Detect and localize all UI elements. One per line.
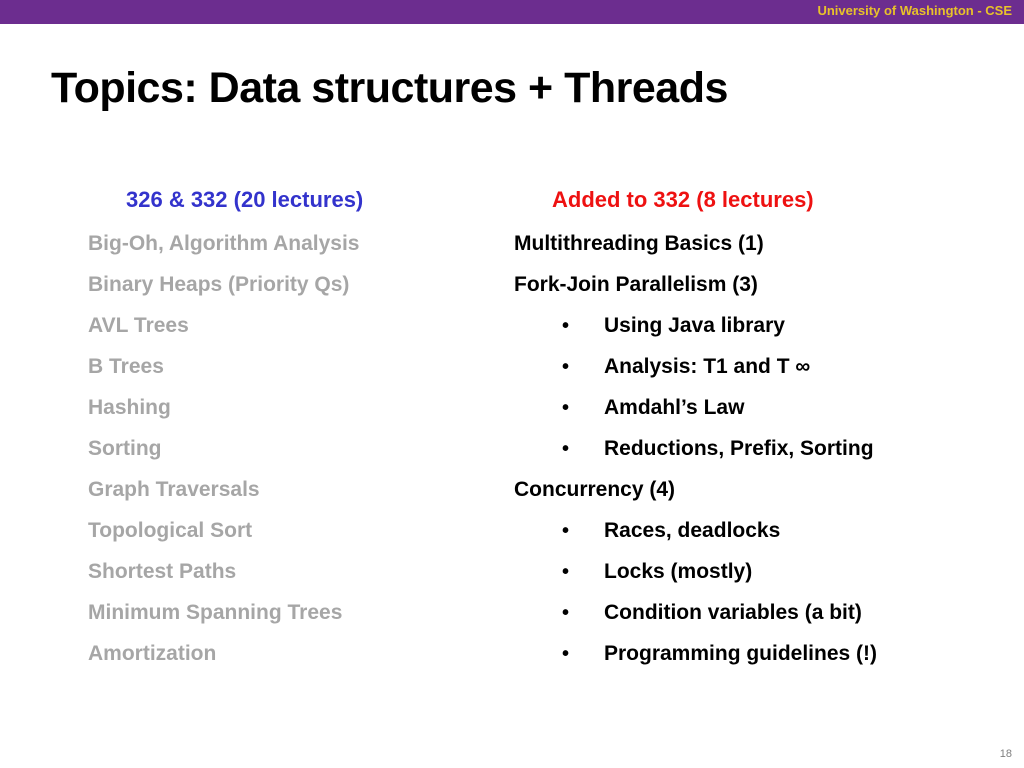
left-column-heading: 326 & 332 (20 lectures) [126, 187, 364, 212]
topic-text: Concurrency (4) [514, 478, 676, 501]
left-topic-item: Shortest Paths [88, 560, 237, 583]
right-subtopic-item [514, 556, 877, 597]
left-topic-item: Big-Oh, Algorithm Analysis [88, 232, 360, 255]
topic-text: Fork-Join Parallelism (3) [514, 273, 758, 296]
header-bar [0, 0, 1024, 24]
right-subtopic-item [514, 351, 877, 392]
bullet-icon: • [562, 438, 570, 460]
topic-text: Reductions, Prefix, Sorting [604, 437, 874, 460]
right-subtopic-item [514, 392, 877, 433]
right-column-heading: Added to 332 (8 lectures) [552, 187, 814, 212]
bullet-icon: • [562, 397, 570, 419]
page-number: 18 [999, 748, 1012, 760]
left-topic-item: Amortization [88, 642, 217, 665]
bullet-icon: • [562, 643, 570, 665]
left-topic-item: Hashing [88, 396, 171, 419]
topic-text: Analysis: T1 and T ∞ [604, 355, 811, 378]
bullet-icon: • [562, 356, 570, 378]
topic-text: Locks (mostly) [604, 560, 753, 583]
left-topic-item: Minimum Spanning Trees [88, 601, 343, 624]
topic-text: Races, deadlocks [604, 519, 781, 542]
right-subtopic-item [514, 515, 877, 556]
left-topic-item: Sorting [88, 437, 162, 460]
right-topic-item [514, 474, 877, 515]
left-topic-item: B Trees [88, 355, 164, 378]
topic-text: Using Java library [604, 314, 785, 337]
right-topic-item [514, 269, 877, 310]
bullet-icon: • [562, 520, 570, 542]
left-topic-item: Binary Heaps (Priority Qs) [88, 273, 350, 296]
topic-text: Programming guidelines (!) [604, 642, 878, 665]
right-subtopic-item [514, 433, 877, 474]
left-topic-item: Topological Sort [88, 519, 253, 542]
bullet-icon: • [562, 602, 570, 624]
topic-text: Condition variables (a bit) [604, 601, 862, 624]
right-subtopic-item [514, 597, 877, 638]
topic-text: Multithreading Basics (1) [514, 232, 764, 255]
right-topic-item [514, 228, 877, 269]
topic-text: Amdahl’s Law [604, 396, 745, 419]
left-topic-item: Graph Traversals [88, 478, 260, 501]
bullet-icon: • [562, 315, 570, 337]
bullet-icon: • [562, 561, 570, 583]
right-topic-list [514, 228, 877, 679]
left-topic-item: AVL Trees [88, 314, 189, 337]
right-subtopic-item [514, 638, 877, 679]
right-subtopic-item [514, 310, 877, 351]
university-label: University of Washington - CSE [817, 3, 1012, 18]
slide-title: Topics: Data structures + Threads [51, 64, 728, 112]
left-topic-list [88, 228, 359, 679]
